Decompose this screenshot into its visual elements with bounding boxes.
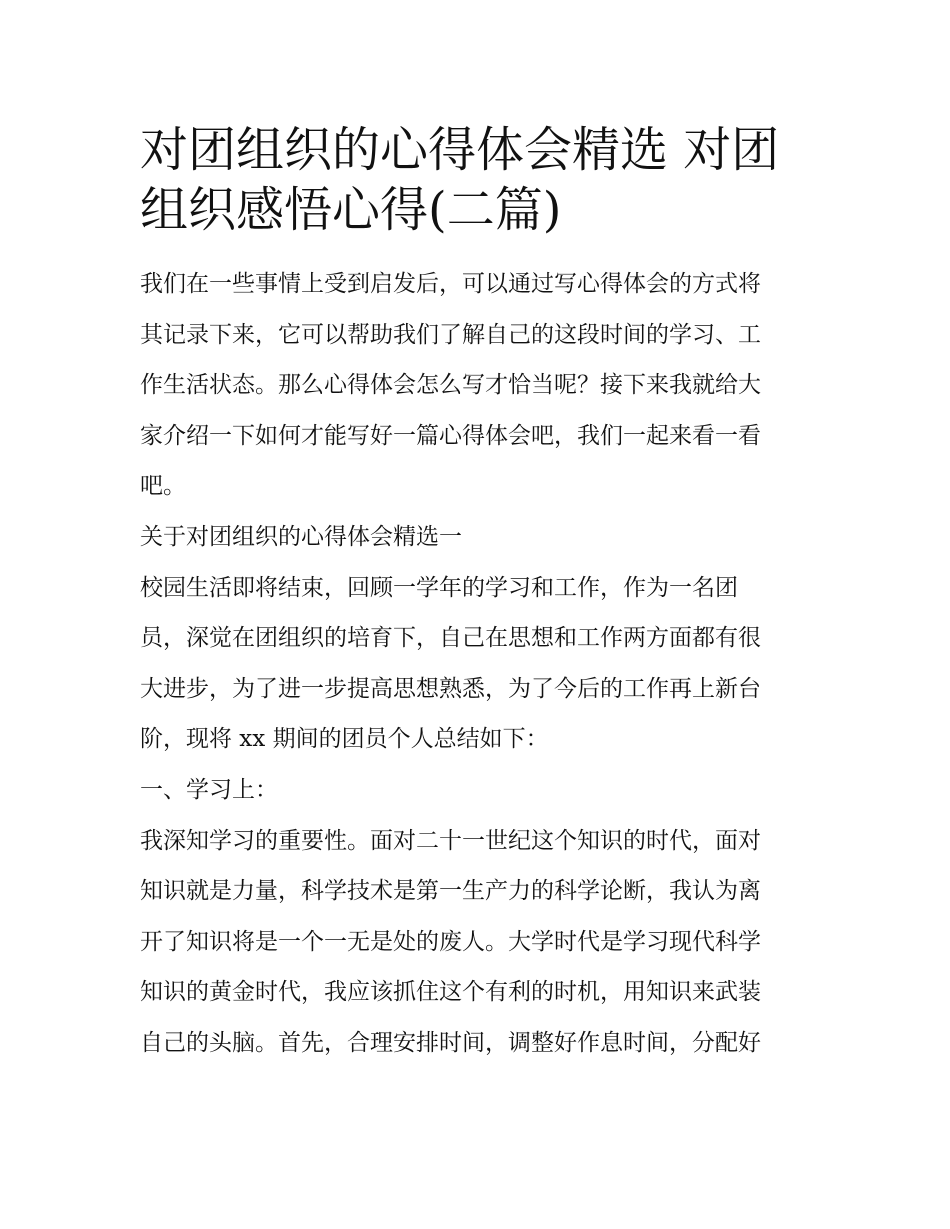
intro-text-line: 吧。 xyxy=(140,473,186,500)
intro-text-line: 家介绍一下如何才能写好一篇心得体会吧，我们一起来看一看 xyxy=(140,422,761,449)
body-text-line: 自己的头脑。首先，合理安排时间，调整好作息时间，分配好 xyxy=(140,1029,761,1056)
body-text-line: 大进步，为了进一步提高思想熟悉，为了今后的工作再上新台 xyxy=(140,675,761,702)
body-text-line: 开了知识将是一个一无是处的废人。大学时代是学习现代科学 xyxy=(140,928,761,955)
document-content xyxy=(140,120,812,1069)
subsection-heading: 一、学习上： xyxy=(140,776,278,803)
body-text-line: 知识就是力量，科学技术是第一生产力的科学论断，我认为离 xyxy=(140,878,761,905)
body-text-line: 阶，现将 xx 期间的团员个人总结如下： xyxy=(140,726,549,753)
title-line: 组织感悟心得(二篇) xyxy=(140,182,562,238)
body-text-line: 我深知学习的重要性。面对二十一世纪这个知识的时代，面对 xyxy=(140,827,761,854)
body-text-line: 员，深觉在团组织的培育下，自己在思想和工作两方面都有很 xyxy=(140,625,761,652)
intro-text-line: 作生活状态。那么心得体会怎么写才恰当呢？接下来我就给大 xyxy=(140,372,761,399)
intro-text-line: 其记录下来，它可以帮助我们了解自己的这段时间的学习、工 xyxy=(140,321,761,348)
document-body xyxy=(140,259,812,1069)
body-text-line: 知识的黄金时代，我应该抓住这个有利的时机，用知识来武装 xyxy=(140,979,761,1006)
title-line: 对团组织的心得体会精选 对团 xyxy=(140,122,780,178)
section-heading: 关于对团组织的心得体会精选一 xyxy=(140,523,462,550)
body-text-line: 校园生活即将结束，回顾一学年的学习和工作，作为一名团 xyxy=(140,574,738,601)
document-title xyxy=(140,120,812,240)
intro-text-line: 我们在一些事情上受到启发后，可以通过写心得体会的方式将 xyxy=(140,271,761,297)
